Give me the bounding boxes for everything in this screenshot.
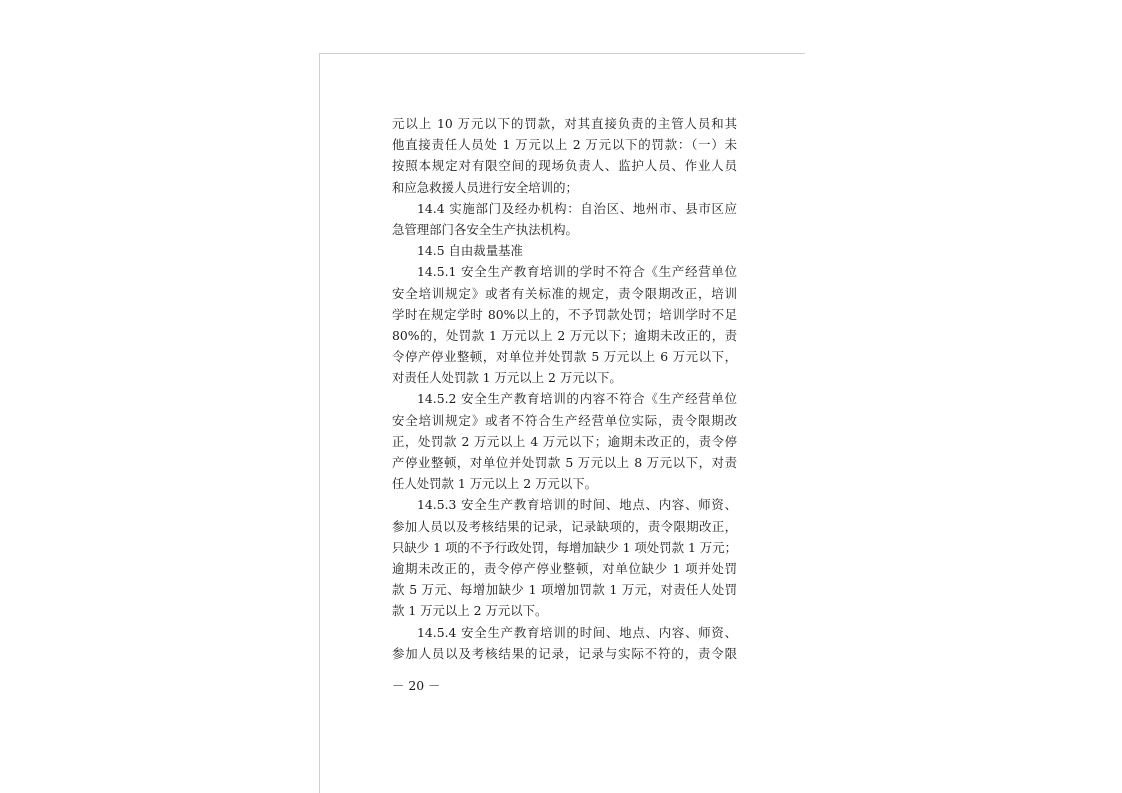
section-heading: 14.5 自由裁量基准	[417, 243, 523, 259]
text-line: 款 1 万元以上 2 万元以下。	[392, 603, 548, 619]
text-line: 参加人员以及考核结果的记录，记录缺项的，责令限期改正，	[392, 518, 737, 534]
text-line: 令停产停业整顿，对单位并处罚款 5 万元以上 6 万元以下，	[392, 349, 737, 365]
text-line: 14.5.4 安全生产教育培训的时间、地点、内容、师资、	[417, 624, 737, 640]
text-line: 任人处罚款 1 万元以上 2 万元以下。	[392, 476, 597, 492]
text-line: 产停业整顿，对单位并处罚款 5 万元以上 8 万元以下，对责	[392, 455, 737, 470]
text-line: 14.5.1 安全生产教育培训的学时不符合《生产经营单位	[417, 264, 737, 280]
text-line: 参加人员以及考核结果的记录，记录与实际不符的，责令限	[392, 645, 737, 661]
text-line: 80%的，处罚款 1 万元以上 2 万元以下；逾期未改正的，责	[392, 327, 737, 343]
text-line: 正，处罚款 2 万元以上 4 万元以下；逾期未改正的，责令停	[392, 433, 737, 449]
text-line: 14.4 实施部门及经办机构：自治区、地州市、县市区应	[417, 200, 737, 216]
text-line: 14.5.3 安全生产教育培训的时间、地点、内容、师资、	[417, 497, 737, 513]
text-line: 款 5 万元、每增加缺少 1 项增加罚款 1 万元，对责任人处罚	[392, 582, 737, 598]
text-line: 元以上 10 万元以下的罚款，对其直接负责的主管人员和其	[392, 116, 737, 131]
text-line: 只缺少 1 项的不予行政处罚，每增加缺少 1 项处罚款 1 万元；	[392, 539, 737, 555]
document-body	[392, 113, 737, 664]
text-line: 他直接责任人员处 1 万元以上 2 万元以下的罚款：（一）未	[392, 137, 737, 153]
text-line: 安全培训规定》或者不符合生产经营单位实际，责令限期改	[392, 412, 737, 428]
text-line: 按照本规定对有限空间的现场负责人、监护人员、作业人员	[392, 158, 737, 174]
text-line: 逾期未改正的，责令停产停业整顿，对单位缺少 1 项并处罚	[392, 560, 737, 576]
text-line: 急管理部门各安全生产执法机构。	[392, 221, 578, 237]
page-number: － 20 －	[392, 678, 441, 693]
text-line: 14.5.2 安全生产教育培训的内容不符合《生产经营单位	[417, 391, 737, 407]
text-line: 对责任人处罚款 1 万元以上 2 万元以下。	[392, 370, 622, 386]
text-line: 和应急救援人员进行安全培训的；	[392, 179, 578, 195]
text-line: 安全培训规定》或者有关标准的规定，责令限期改正，培训	[392, 285, 737, 301]
text-line: 学时在规定学时 80%以上的，不予罚款处罚；培训学时不足	[392, 306, 737, 322]
